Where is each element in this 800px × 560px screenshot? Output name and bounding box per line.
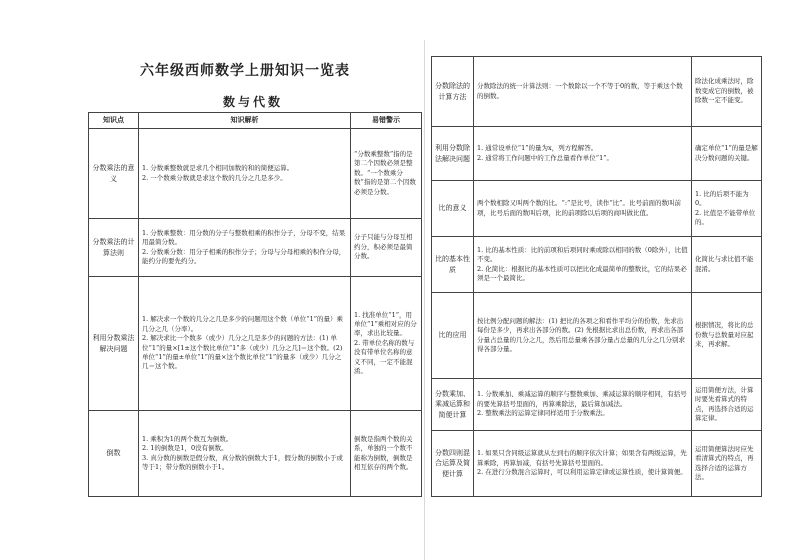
topic-cell: 分数乘法的计算法则 <box>89 219 139 277</box>
analysis-cell: 1. 比的基本性质：比的前项和后项同时乘或除以相同的数（0除外），比值不变。 2. 化简比：根据比的基本性质可以把比化成最简单的整数比，它的结果必须是一个最简比。 <box>474 237 692 293</box>
table-row <box>432 181 762 237</box>
warning-cell: 倒数是指两个数的关系，单独的一个数不能称为倒数，倒数是相互依存的两个数。 <box>351 411 422 497</box>
warning-cell: 运用简便方法，计算时要先看算式的特点，再选择合适的运算定律。 <box>692 379 762 431</box>
table-row <box>432 57 762 127</box>
table-row <box>432 293 762 379</box>
topic-cell: 比的应用 <box>432 293 474 379</box>
table-header-row <box>89 113 422 129</box>
analysis-cell: 1. 分数乘整数就是求几个相同加数的和的简便运算。 2. 一个数乘分数就是求这个数的几分之几是多少。 <box>139 129 351 219</box>
topic-cell: 比的基本性质 <box>432 237 474 293</box>
analysis-cell: 1. 乘积为1的两个数互为倒数。 2. 1的倒数是1，0没有倒数。 3. 真分数的倒数是假分数，真分数的倒数大于1，假分数的倒数小于或等于1；带分数的倒数小于1。 <box>139 411 351 497</box>
topic-cell: 倒数 <box>89 411 139 497</box>
topic-cell: 利用分数除法解决问题 <box>432 127 474 181</box>
right-knowledge-table <box>431 56 762 497</box>
table-row <box>89 411 422 497</box>
section-title: 数与代数 <box>222 95 283 109</box>
topic-cell: 分数四则混合运算及简便计算 <box>432 431 474 497</box>
analysis-cell: 1. 如果只含同级运算就从左到右的顺序依次计算；如果含有两级运算，先算乘除，再算加减，有括号先算括号里面的。 2. 在进行分数混合运算时，可以利用运算定律或运算性质，使计算简便。 <box>474 431 692 497</box>
topic-cell: 比的意义 <box>432 181 474 237</box>
table-row <box>89 277 422 411</box>
topic-cell: 分数乘加、乘减运算和简便计算 <box>432 379 474 431</box>
analysis-cell: 1. 分数乘加、乘减运算的顺序与整数乘加、乘减运算的顺序相同，有括号的要先算括号里面的，再算乘除法，最后算加减法。 2. 整数乘法的运算定律同样适用于分数乘法。 <box>474 379 692 431</box>
header-topic: 知识点 <box>89 113 139 129</box>
analysis-cell: 1. 解决求一个数的几分之几是多少的问题用这个数（单位“1”的量）乘几分之几（分率）。 2. 解决求比一个数多（或少）几分之几是多少的问题的方法：(1) 单位“1”的量×[1±这个数比单位“1”多（或少）几分之几]＝这个数。(2) 单位“1”的量±单位“1”的量×这个数比单位“1”的量多（或少）几分之几＝这个数。 <box>139 277 351 411</box>
warning-cell: 分子只能与分母互相约分，积必须是最简分数。 <box>351 219 422 277</box>
left-knowledge-table <box>88 112 422 497</box>
warning-cell: “分数乘整数”指的是第二个因数必须是整数。“一个数乘分数”指的是第二个因数必须是分数。 <box>351 129 422 219</box>
table-row <box>432 127 762 181</box>
analysis-cell: 分数除法的统一计算法则：一个数除以一个不等于0的数，等于乘这个数的倒数。 <box>474 57 692 127</box>
table-row <box>432 237 762 293</box>
warning-cell: 化简比与求比值不能混淆。 <box>692 237 762 293</box>
warning-cell: 根据情况，将比的总份数与总数量对应起来，再求解。 <box>692 293 762 379</box>
topic-cell: 利用分数乘法解决问题 <box>89 277 139 411</box>
warning-cell: 1. 找准单位“1”，用单位“1”乘相对应的分率，求出比较量。 2. 带单位名称的数与没有带单位名称的意义不同，一定不能混淆。 <box>351 277 422 411</box>
header-warning: 易错警示 <box>351 113 422 129</box>
table-row <box>89 129 422 219</box>
page-title: 六年级西师数学上册知识一览表 <box>140 63 350 79</box>
warning-cell: 确定单位“1”的量是解决分数问题的关键。 <box>692 127 762 181</box>
analysis-cell: 1. 通常设单位“1”的量为x，列方程解答。 2. 通常将工作问题中的工作总量看作单位“1”。 <box>474 127 692 181</box>
page-spine <box>424 40 425 560</box>
analysis-cell: 1. 分数乘整数：用分数的分子与整数相乘的积作分子，分母不变，结果用最简分数。 2. 分数乘分数：用分子相乘的积作分子；分母与分母相乘的积作分母，能约分的要先约分。 <box>139 219 351 277</box>
warning-cell: 除法化成乘法时，除数变成它的倒数，被除数一定不能变。 <box>692 57 762 127</box>
analysis-cell: 按比例分配问题的解法：(1) 把比的各项之和看作平均分的份数，先求出每份是多少，再求出各部分的数。(2) 先根据比求出总份数，再求出各部分量占总量的几分之几，然后用总量乘各部分量占总量的几分之几分别求得各部分量。 <box>474 293 692 379</box>
warning-cell: 运用简便算法时应先看清算式的特点，再选择合适的运算方法。 <box>692 431 762 497</box>
header-analysis: 知识解析 <box>139 113 351 129</box>
table-row <box>432 431 762 497</box>
topic-cell: 分数乘法的意义 <box>89 129 139 219</box>
warning-cell: 1. 比的后项不能为0。 2. 比值是不能带单位的。 <box>692 181 762 237</box>
topic-cell: 分数除法的计算方法 <box>432 57 474 127</box>
analysis-cell: 两个数相除又叫两个数的比。“:”是比号，读作“比”。比号前面的数叫前项，比号后面的数叫后项，比的前项除以后项的商叫做比值。 <box>474 181 692 237</box>
table-row <box>89 219 422 277</box>
table-row <box>432 379 762 431</box>
